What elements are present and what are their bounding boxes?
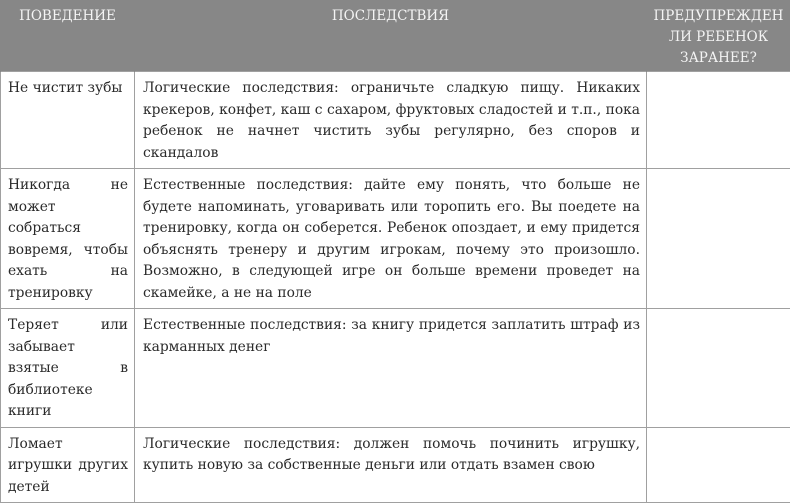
- warned-cell[interactable]: [647, 169, 790, 309]
- consequence-cell: Логические последствия: ограничьте сладкую пищу. Никаких крекеров, конфет, каш с сахаром, фруктовых сладостей и т.п., пока ребенок не начнет чистить зубы регулярно, без споров и скандалов: [135, 72, 647, 169]
- behavior-cell: Ломает игрушки других детей: [1, 427, 135, 503]
- column-header-consequences: ПОСЛЕДСТВИЯ: [135, 0, 647, 72]
- warned-cell[interactable]: [647, 72, 790, 169]
- behavior-cell: Теряет или забывает взятые в библиотеке книги: [1, 309, 135, 428]
- consequence-cell: Естественные последствия: дайте ему понять, что больше не будете напоминать, уговаривать или торопить его. Вы поедете на тренировку, когда он соберется. Ребенок опоздает, и ему придется объяснять тренеру и другим игрокам, почему это произошло. Возможно, в следующей игре он больше времени проведет на скамейке, а не на поле: [135, 169, 647, 309]
- table-row: [1, 169, 790, 309]
- consequence-cell: Естественные последствия: за книгу придется заплатить штраф из карманных денег: [135, 309, 647, 428]
- table-body: [1, 72, 790, 503]
- consequence-cell: Логические последствия: должен помочь починить игрушку, купить новую за собственные деньги или отдать взамен свою: [135, 427, 647, 503]
- column-header-warned: ПРЕДУПРЕЖДЕН ЛИ РЕБЕНОК ЗАРАНЕЕ?: [647, 0, 790, 72]
- behavior-cell: Никогда не может собраться вовремя, чтобы ехать на тренировку: [1, 169, 135, 309]
- table-header: [1, 0, 790, 72]
- table-row: [1, 427, 790, 503]
- behavior-cell: Не чистит зубы: [1, 72, 135, 169]
- table-row: [1, 309, 790, 428]
- table-row: [1, 72, 790, 169]
- warned-cell[interactable]: [647, 427, 790, 503]
- warned-cell[interactable]: [647, 309, 790, 428]
- column-header-behavior: ПОВЕДЕНИЕ: [1, 0, 135, 72]
- header-row: [1, 0, 790, 72]
